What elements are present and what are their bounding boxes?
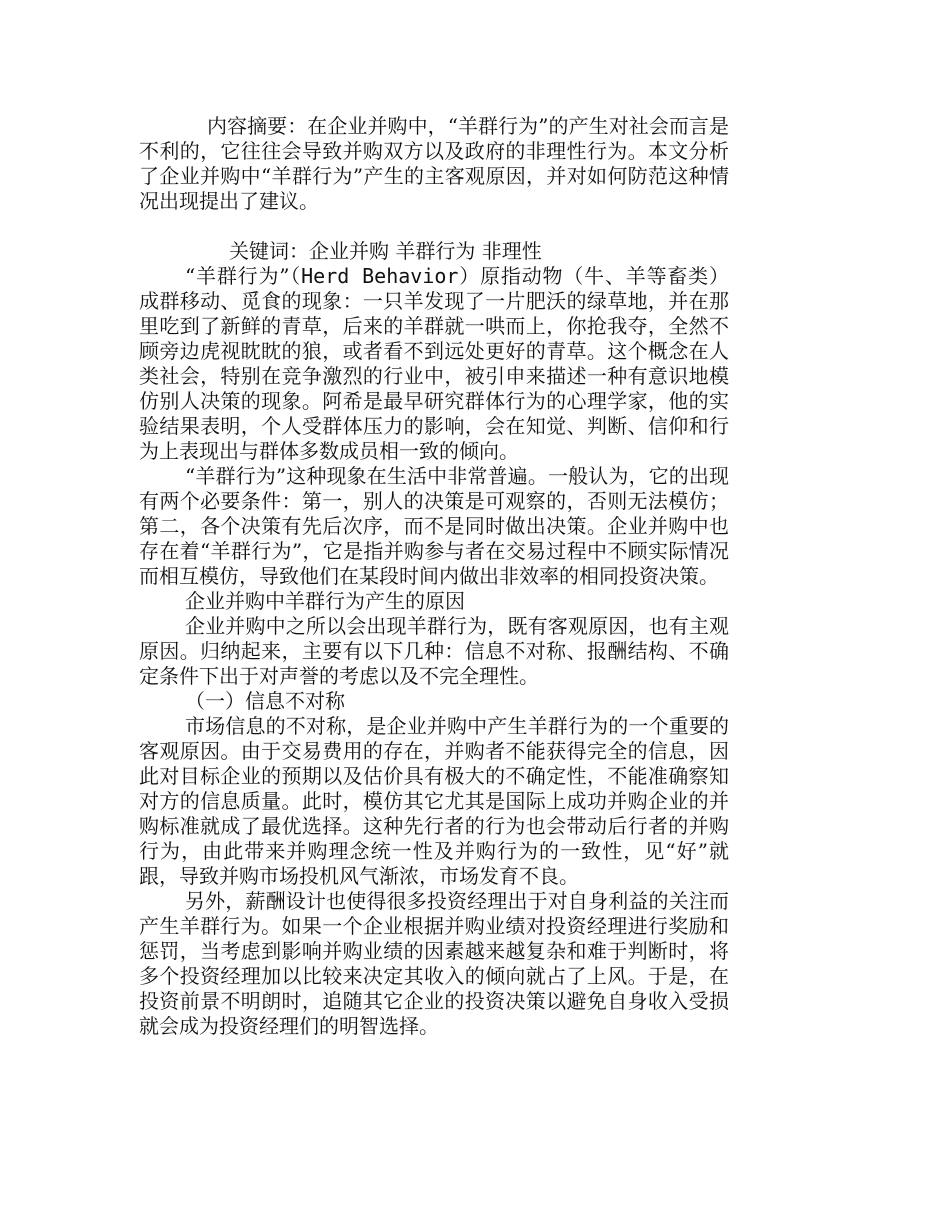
paragraph-text: ）原指动物（牛、羊等畜类）成群移动、觅食的现象：一只羊发现了一片肥沃的绿草地，并在那里吃到了新鲜的青草，后来的羊群就一哄而上，你抢我夺，全然不顾旁边虎视眈眈的狼，或者看不到远处更好的青草。这个概念在人类社会，特别在竞争激烈的行业中，被引申来描述一种有意识地模仿别人决策的现象。阿希是最早研究群体行为的心理学家，他的实验结果表明，个人受群体压力的影响，会在知觉、判断、信仰和行为上表现出与群体多数成员相一致的倾向。 — [139, 264, 729, 463]
paragraph-herd-behavior-conditions: “羊群行为”这种现象在生活中非常普遍。一般认为，它的出现有两个必要条件：第一，别人的决策是可观察的，否则无法模仿；第二，各个决策有先后次序，而不是同时做出决策。企业并购中也存在着“羊群行为”，它是指并购参与者在交易过程中不顾实际情况而相互模仿，导致他们在某段时间内做出非效率的相同投资决策。 — [139, 464, 729, 588]
paragraph-herd-behavior-definition — [139, 264, 729, 464]
paragraph-information-asymmetry: 市场信息的不对称，是企业并购中产生羊群行为的一个重要的客观原因。由于交易费用的存在，并购者不能获得完全的信息，因此对目标企业的预期以及估价具有极大的不确定性，不能准确察知对方的信息质量。此时，模仿其它尤其是国际上成功并购企业的并购标准就成了最优选择。这种先行者的行为也会带动后行者的并购行为，由此带来并购理念统一性及并购行为的一致性，见“好”就跟，导致并购市场投机风气渐浓，市场发育不良。 — [139, 714, 729, 888]
document-body — [139, 114, 729, 1039]
subsection-heading: （一）信息不对称 — [185, 689, 345, 713]
paragraph-text: “羊群行为”（ — [185, 264, 302, 288]
keywords-line: 关键词：企业并购 羊群行为 非理性 — [229, 239, 542, 263]
paragraph-causes-overview: 企业并购中之所以会出现羊群行为，既有客观原因，也有主观原因。归纳起来，主要有以下几种：信息不对称、报酬结构、不确定条件下出于对声誉的考虑以及不完全理性。 — [139, 614, 729, 688]
english-term: Herd Behavior — [301, 264, 459, 288]
paragraph-compensation-design: 另外，薪酬设计也使得很多投资经理出于对自身利益的关注而产生羊群行为。如果一个企业根据并购业绩对投资经理进行奖励和惩罚，当考虑到影响并购业绩的因素越来越复杂和难于判断时，将多个投资经理加以比较来决定其收入的倾向就占了上风。于是，在投资前景不明朗时，追随其它企业的投资决策以避免自身收入受损就会成为投资经理们的明智选择。 — [139, 889, 729, 1038]
abstract-paragraph: 内容摘要：在企业并购中，“羊群行为”的产生对社会而言是不利的，它往往会导致并购双方以及政府的非理性行为。本文分析了企业并购中“羊群行为”产生的主客观原因，并对如何防范这种情况出现提出了建议。 — [139, 114, 729, 213]
section-heading: 企业并购中羊群行为产生的原因 — [185, 589, 465, 613]
